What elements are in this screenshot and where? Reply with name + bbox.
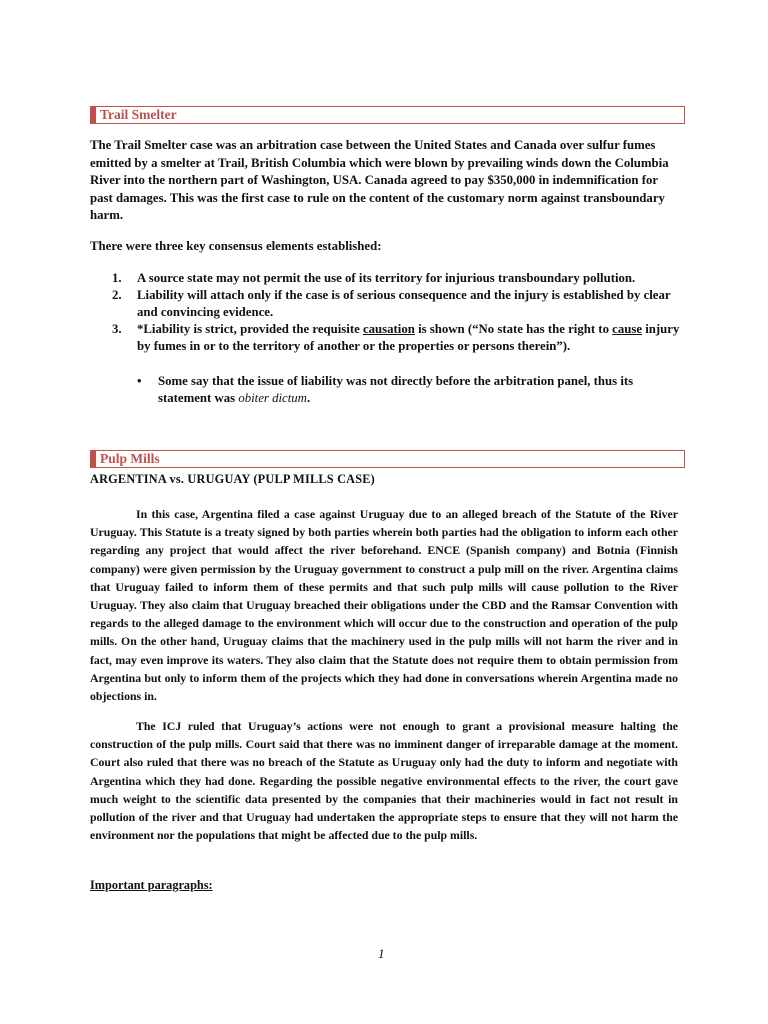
underlined-term: causation — [362, 322, 415, 336]
consensus-lead: There were three key consensus elements established: — [90, 239, 382, 253]
list-item-text: is shown (“No state has the right to — [414, 322, 613, 336]
section-title: Pulp Mills — [100, 451, 160, 466]
trail-smelter-intro: The Trail Smelter case was an arbitration case between the United States and Canada over sulfur fumes emitted by a smelter at Trail, British Columbia which were blown by prevailing winds down the Columbia River into the northern part of Washington, USA. Canada agreed to pay $350,000 in indemnification for past damages. This was the first case to rule on the content of the customary norm against transboundary harm. — [90, 138, 669, 223]
consensus-elements-list — [90, 270, 680, 355]
list-number: 1. — [112, 271, 122, 285]
list-item-text: Liability will attach only if the case is of serious consequence and the injury is established by clear and convincing evidence. — [137, 288, 671, 319]
pulp-mills-paragraph-2 — [90, 717, 678, 844]
paragraph-text: The ICJ ruled that Uruguay’s actions were not enough to grant a provisional measure halting the construction of the pulp mills. Court said that there was no imminent danger of irreparable damage at the moment. Court also ruled that there was no breach of the Statute as Uruguay only had the duty to inform and negotiate with Argentina which they had done. Regarding the possible negative environmental effects to the river, the court gave much weight to the scientific data presented by the companies that their machineries would in fact not result in pollution of the river and that Uruguay had undertaken the appropriate steps to ensure that they will not harm the environment nor the populations that might be affected due to the pulp mills. — [90, 719, 678, 843]
list-item — [90, 287, 680, 321]
section-marker — [91, 451, 96, 467]
bullet-symbol: • — [137, 374, 142, 388]
italic-term: obiter dictum — [238, 391, 307, 405]
list-item-text: A source state may not permit the use of its territory for injurious transboundary pollution. — [137, 271, 636, 285]
bullet-end: . — [306, 391, 311, 405]
list-number: 2. — [112, 288, 122, 302]
underlined-term: cause — [612, 322, 643, 336]
bullet-text: Some say that the issue of liability was not directly before the arbitration panel, thus its statement was — [158, 374, 634, 405]
page-number: 1 — [378, 946, 385, 961]
important-paragraphs-heading: Important paragraphs: — [90, 878, 213, 892]
paragraph-text: In this case, Argentina filed a case against Uruguay due to an alleged breach of the Statute of the River Uruguay. This Statute is a treaty signed by both parties wherein both parties had the obligation to inform each other regarding any project that would affect the river beforehand. ENCE (Spanish company) and Botnia (Finnish company) were given permission by the Uruguay government to construct a pulp mill on the river. Argentina claims that Uruguay failed to inform them of these permits and that such pulp mills will cause pollution to the River Uruguay. They also claim that Uruguay breached their obligations under the CBD and the Ramsar Convention with regards to the alleged damage to the environment which will occur due to the construction and operation of the pulp mills. On the other hand, Uruguay claims that the machinery used in the pulp mills will not harm the river and in fact, may even improve its waters. They also claim that the Statute does not require them to obtain permission from Argentina but only to inform them of the projects which they had done in conversations wherein Argentina made no objections in. — [90, 507, 678, 704]
pulp-mills-paragraph-1 — [90, 505, 678, 705]
section-header-trail-smelter — [90, 106, 685, 124]
section-title: Trail Smelter — [100, 107, 177, 122]
section-marker — [91, 107, 96, 123]
list-item — [90, 321, 680, 355]
list-item-text: injury by fumes in or to the territory of another or the properties or persons therein”). — [137, 322, 680, 353]
list-item-text: *Liability is strict, provided the requisite — [137, 322, 363, 336]
list-number: 3. — [112, 322, 122, 336]
list-item — [90, 270, 680, 287]
case-title: ARGENTINA vs. URUGUAY (PULP MILLS CASE) — [90, 472, 375, 486]
bullet-item — [137, 373, 682, 407]
section-header-pulp-mills — [90, 450, 685, 468]
